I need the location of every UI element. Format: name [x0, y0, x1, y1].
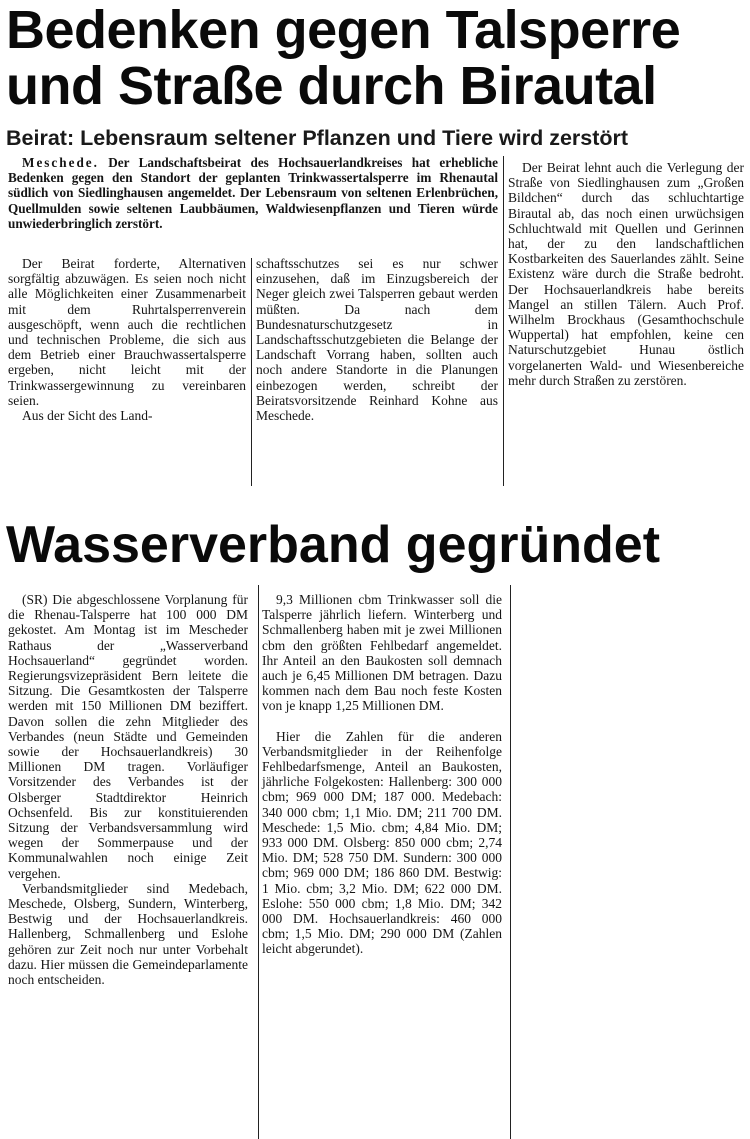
- paragraph: (SR) Die abgeschlossene Vorplanung für die Rhenau-Talsperre hat 100 000 DM gekostet. Am Montag ist im Mescheder Rathaus der „Wasserverband Hochsauerland“ gegründet worden. Regierungsvizepräsident Bern leitete die Sitzung. Die Gesamtkosten der Talsperre werden mit 150 Millionen DM beziffert. Davon sollen die zehn Mitglieder des Verbandes (neun Städte und Gemeinden sowie der Hochsauerlandkreis) 30 Millionen DM tragen. Vorläufiger Vorsitzender des Verbandes ist der Olsberger Stadtdirektor Heinrich Ochsenfeld. Bis zur konstituierenden Sitzung der Verbandsversammlung wird wegen der Sommerpause und der Kommunalwahlen noch einige Zeit vergehen.: [8, 592, 248, 881]
- paragraph: 9,3 Millionen cbm Trinkwasser soll die Talsperre jährlich liefern. Winterberg und Schmallenberg haben mit je zwei Millionen cbm den größten Fehlbedarf angemeldet. Ihr Anteil an den Baukosten soll demnach auch je 6,45 Millionen DM betragen. Dazu kommen nach dem Bau noch feste Kosten von je knapp 1,25 Millionen DM.: [262, 592, 502, 714]
- article1-column-2: [256, 256, 498, 423]
- article1-column-3: [508, 160, 744, 388]
- paragraph: Aus der Sicht des Land-: [22, 408, 153, 424]
- article1-headline-line2: und Straße durch Birautal: [6, 56, 657, 116]
- paragraph: Hier die Zahlen für die anderen Verbandsmitglieder in der Reihenfolge Fehlbedarfsmenge, Anteil an Baukosten, jährliche Folgekosten: Hallenberg: 300 000 cbm; 969 000 DM; 187 000. Medebach: 340 000 cbm; 1,1 Mio. DM; 211 700 DM. Meschede: 1,5 Mio. cbm; 4,84 Mio. DM; 933 000 DM. Olsberg: 850 000 cbm; 2,74 Mio. DM; 528 750 DM. Sundern: 300 000 cbm; 969 000 DM; 186 860 DM. Bestwig: 1 Mio. cbm; 3,2 Mio. DM; 622 000 DM. Eslohe: 550 000 cbm; 1,8 Mio. DM; 342 000 DM. Hochsauerlandkreis: 460 000 cbm; 1,5 Mio. DM; 290 000 DM (Zahlen leicht abgerundet).: [262, 728, 502, 957]
- paragraph: Der Beirat lehnt auch die Verlegung der Straße von Siedlinghausen zum „Großen Bildchen“ durch das schluchtartige Birautal ab, das noch einen urwüchsigen Schluchtwald mit Quellen und Gerinnen hat, der zu den landschaftlichen Kostbarkeiten des Sauerlandes zählt. Seine Existenz wäre durch die Straße bedroht. Der Hochsauerlandkreis habe bereits Mangel an stillen Tälern. Auch Prof. Wilhelm Brockhaus (Gesamthochschule Wuppertal) hat empfohlen, keine cen Naturschutzgebiet Hunau östlich vorgelanerten Wald- und Wiesenbereiche mehr durch Straßen zu zerstören.: [508, 160, 744, 388]
- article2-headline: Wasserverband gegründet: [6, 516, 661, 574]
- article1-subheadline: Beirat: Lebensraum seltener Pflanzen und Tiere wird zerstört: [6, 126, 629, 150]
- paragraph: schaftsschutzes sei es nur schwer einzusehen, daß im Einzugsbereich der Neger gleich zwei Talsperren gebaut werden müßten. Da nach dem Bundesnaturschutzgesetz in Landschaftsschutzgebieten die Belange der Landschaft Vorrang haben, sollten auch noch andere Standorte in die Planungen einbezogen werden, schreibt der Beiratsvorsitzende Reinhard Kohne aus Meschede.: [256, 256, 498, 424]
- article2-column-1: [8, 592, 248, 987]
- paragraph: Verbandsmitglieder sind Medebach, Meschede, Olsberg, Sundern, Winterberg, Bestwig und der Hochsauerlandkreis. Hallenberg, Schmallenberg und Eslohe gehören zur Zeit noch nur unter Vorbehalt dazu. Hier müssen die Gemeindeparlamente noch entscheiden.: [8, 880, 248, 988]
- column-rule: [258, 585, 259, 1139]
- article1-dateline: Meschede.: [22, 155, 99, 170]
- article1-lead: [8, 155, 498, 231]
- article1-lead-text: Der Landschaftsbeirat des Hochsauerlandkreises hat erhebliche Bedenken gegen den Standort der geplanten Trinkwassertalsperre im Rhenautal südlich von Siedlinghausen angemeldet. Der Lebensraum von seltenen Erlenbrüchen, Quellmulden sowie seltenen Laubbäumen, Waldwiesenpflanzen und Tieren würde unwiederbringlich zerstört.: [8, 155, 498, 231]
- column-rule: [503, 156, 504, 486]
- article1-column-1: [8, 256, 246, 423]
- column-rule: [251, 258, 252, 486]
- article1-headline-line1: Bedenken gegen Talsperre: [6, 0, 681, 60]
- paragraph: Der Beirat forderte, Alternativen sorgfältig abzuwägen. Es seien noch nicht alle Möglichkeiten einer Zusammenarbeit mit dem Ruhrtalsperrenverein ausgeschöpft, wenn auch die rechtlichen und technischen Probleme, die sich aus dem Betrieb einer Brauchwassertalsperre ergeben, nicht leicht mit der Trinkwassergewinnung zu vereinbaren seien.: [8, 256, 246, 408]
- article2-column-2: [262, 592, 502, 957]
- column-rule: [510, 585, 511, 1139]
